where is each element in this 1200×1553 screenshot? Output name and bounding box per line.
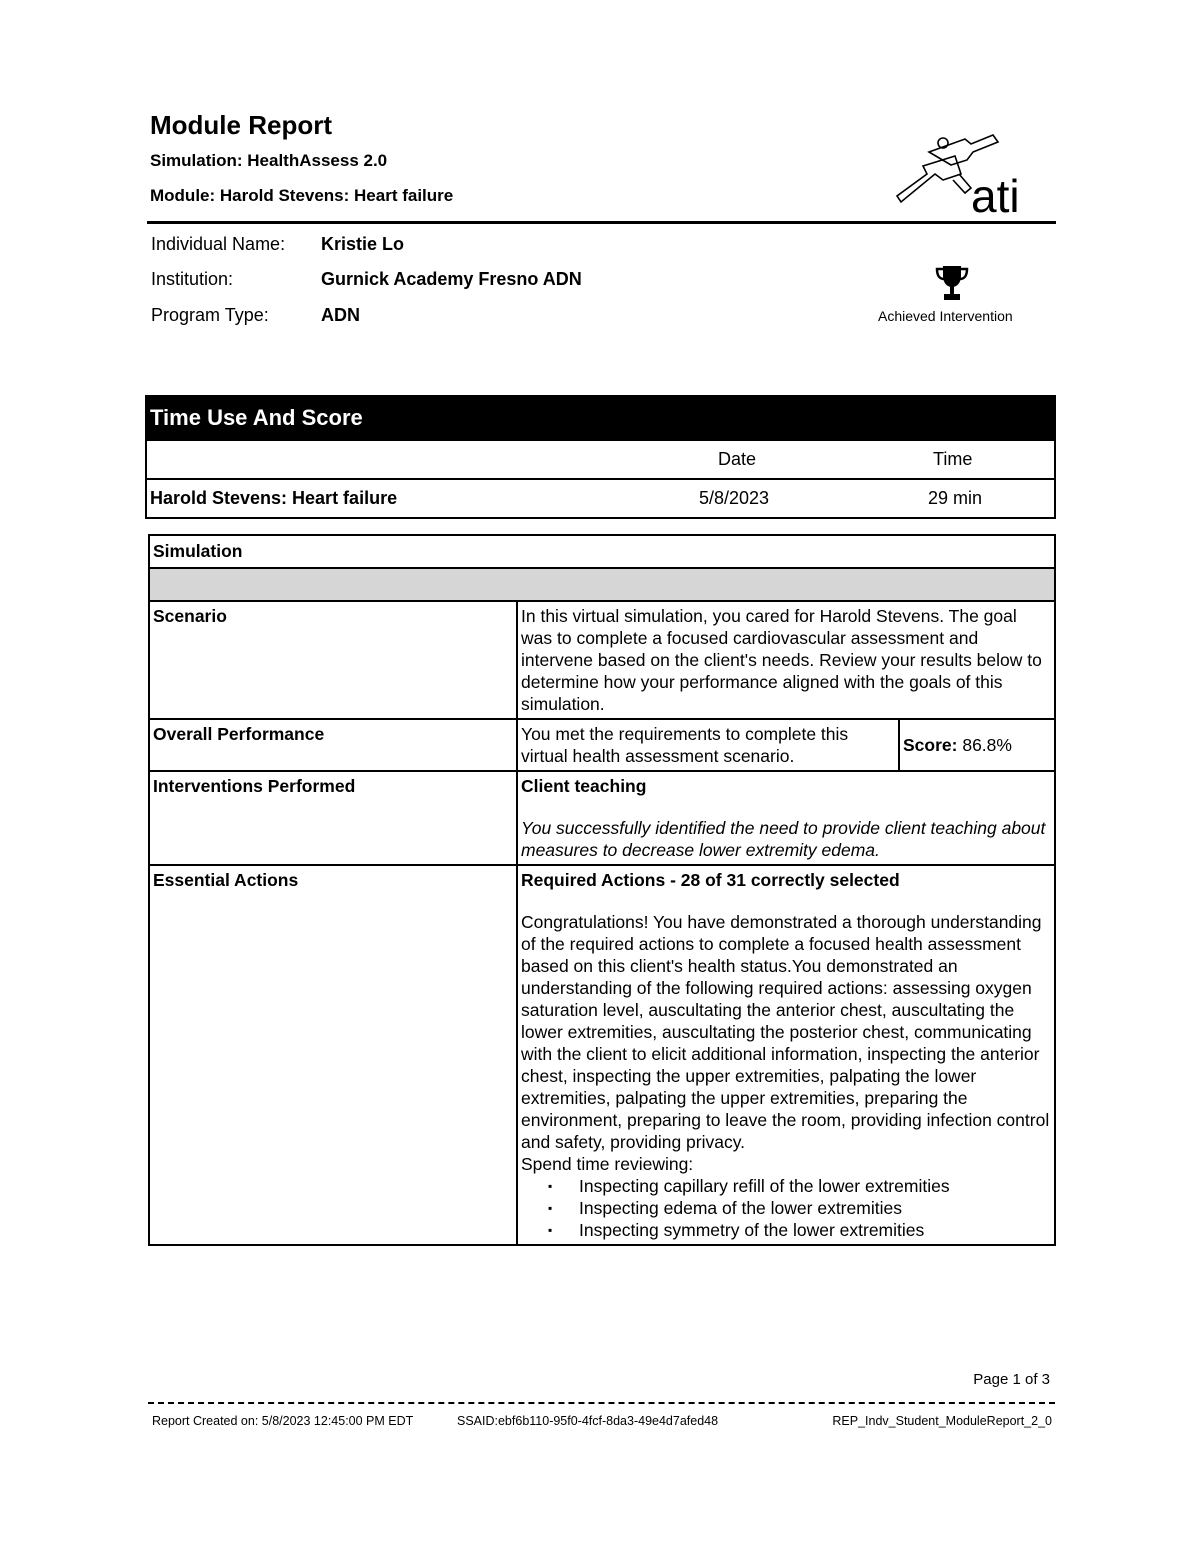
program-label: Program Type: <box>151 305 269 325</box>
score-label: Score: <box>903 735 958 755</box>
interventions-row <box>150 772 1054 866</box>
name-label: Individual Name: <box>151 234 286 254</box>
achieved-intervention-label: Achieved Intervention <box>878 308 1013 324</box>
simulation-title: Simulation <box>150 536 1054 569</box>
essential-actions-title: Required Actions - 28 of 31 correctly selected <box>521 870 900 890</box>
performance-label: Overall Performance <box>150 720 518 770</box>
report-id: REP_Indv_Student_ModuleReport_2_0 <box>832 1414 1052 1428</box>
essential-actions-label: Essential Actions <box>150 866 518 1244</box>
page-number: Page 1 of 3 <box>973 1371 1050 1388</box>
gray-spacer-row <box>150 569 1054 602</box>
scenario-label: Scenario <box>150 602 518 718</box>
simulation-line: Simulation: HealthAssess 2.0 <box>150 151 388 170</box>
logo-text: ati <box>971 170 1020 220</box>
simulation-table <box>148 534 1056 1246</box>
time-column-header: Time <box>933 449 973 469</box>
list-item: ▪ Inspecting capillary refill of the lower extremities <box>521 1175 1051 1197</box>
time-cell: 29 min <box>928 488 983 508</box>
list-item: ▪ Inspecting edema of the lower extremities <box>521 1197 1051 1219</box>
review-list <box>521 1175 1051 1241</box>
performance-row <box>150 720 1054 772</box>
report-created: Report Created on: 5/8/2023 12:45:00 PM EDT <box>152 1414 414 1428</box>
footer-divider <box>148 1402 1055 1404</box>
scenario-row <box>150 602 1054 720</box>
date-column-header: Date <box>718 449 757 469</box>
institution-value: Gurnick Academy Fresno ADN <box>321 269 582 289</box>
essential-actions-row <box>150 866 1054 1244</box>
review-intro: Spend time reviewing: <box>521 1154 694 1174</box>
scenario-text: In this virtual simulation, you cared for Harold Stevens. The goal was to complete a focused cardiovascular assessment and intervene based on the client's needs. Review your results below to determine how your performance aligned with the goals of this simulation. <box>521 606 1042 714</box>
score-cell <box>900 720 1054 770</box>
program-value: ADN <box>321 305 360 325</box>
institution-label: Institution: <box>151 269 234 289</box>
intervention-title: Client teaching <box>521 776 647 796</box>
module-name-cell: Harold Stevens: Heart failure <box>150 488 398 508</box>
time-use-header-row <box>147 439 1054 478</box>
name-value: Kristie Lo <box>321 234 405 254</box>
performance-text: You met the requirements to complete this virtual health assessment scenario. <box>518 720 900 770</box>
intervention-text: You successfully identified the need to provide client teaching about measures to decrease lower extremity edema. <box>521 818 1046 860</box>
ssaid: SSAID:ebf6b110-95f0-4fcf-8da3-49e4d7afed48 <box>457 1414 719 1428</box>
interventions-label: Interventions Performed <box>150 772 518 864</box>
trophy-icon <box>934 264 970 304</box>
table-row <box>147 478 1054 517</box>
ati-logo <box>893 130 1043 220</box>
essential-actions-text: Congratulations! You have demonstrated a thorough understanding of the required actions to complete a focused health assessment based on this client's health status.You demonstrated an understanding of the following required actions: assessing oxygen saturation level, auscultating the anterior chest, auscultating the lower extremities, auscultating the posterior chest, communicating with the client to elicit additional information, inspecting the anterior chest, inspecting the upper extremities, palpating the lower extremities, palpating the upper extremities, preparing the environment, preparing to leave the room, providing infection control and safety, providing privacy. <box>521 912 1050 1152</box>
report-title: Module Report <box>150 110 332 140</box>
date-cell: 5/8/2023 <box>699 488 770 508</box>
header-divider <box>147 221 1056 224</box>
time-use-title: Time Use And Score <box>147 397 1054 439</box>
list-item: ▪ Inspecting symmetry of the lower extremities <box>521 1219 1051 1241</box>
score-value: 86.8% <box>962 735 1012 755</box>
module-line: Module: Harold Stevens: Heart failure <box>150 186 454 205</box>
time-use-table <box>145 395 1056 519</box>
